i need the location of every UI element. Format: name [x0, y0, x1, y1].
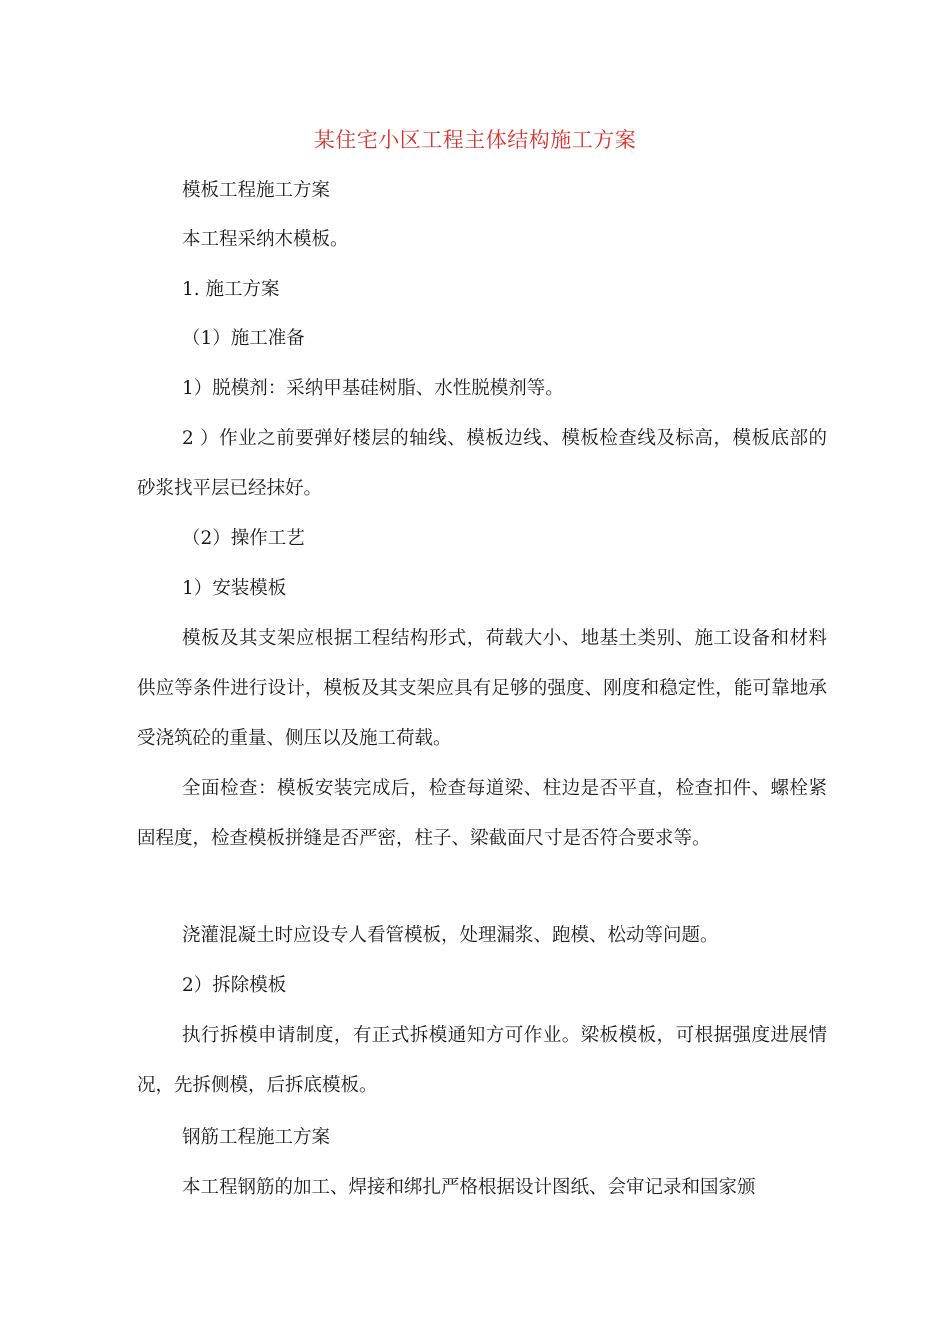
- sub-heading: （1）施工准备: [182, 328, 305, 349]
- paragraph: 浇灌混凝土时应设专人看管模板，处理漏浆、跑模、松动等问题。: [182, 925, 719, 946]
- section-heading-formwork: 模板工程施工方案: [182, 180, 331, 201]
- list-item: 2 ）作业之前要弹好楼层的轴线、模板边线、模板检查线及标高，模板底部的砂浆找平层已经抹好。: [137, 428, 827, 499]
- list-item: 2）拆除模板: [182, 975, 287, 996]
- paragraph: 全面检查：模板安装完成后，检查每道梁、柱边是否平直，检查扣件、螺栓紧固程度，检查模板拼缝是否严密，柱子、梁截面尺寸是否符合要求等。: [137, 778, 827, 849]
- list-item: 1）安装模板: [182, 578, 287, 599]
- numbered-heading: 1. 施工方案: [182, 279, 280, 300]
- paragraph: 执行拆模申请制度，有正式拆模通知方可作业。梁板模板，可根据强度进展情况，先拆侧模，后拆底模板。: [137, 1025, 827, 1096]
- section-heading-rebar: 钢筋工程施工方案: [182, 1127, 331, 1148]
- list-item: 1）脱模剂：采纳甲基硅树脂、水性脱模剂等。: [182, 378, 564, 399]
- sub-heading: （2）操作工艺: [182, 528, 305, 549]
- paragraph: 本工程钢筋的加工、焊接和绑扎严格根据设计图纸、会审记录和国家颁: [182, 1177, 756, 1198]
- paragraph: 模板及其支架应根据工程结构形式，荷载大小、地基土类别、施工设备和材料供应等条件进行设计，模板及其支架应具有足够的强度、刚度和稳定性，能可靠地承受浇筑砼的重量、侧压以及施工荷载。: [137, 628, 827, 749]
- paragraph: 本工程采纳木模板。: [182, 229, 349, 250]
- document-title: 某住宅小区工程主体结构施工方案: [313, 128, 637, 152]
